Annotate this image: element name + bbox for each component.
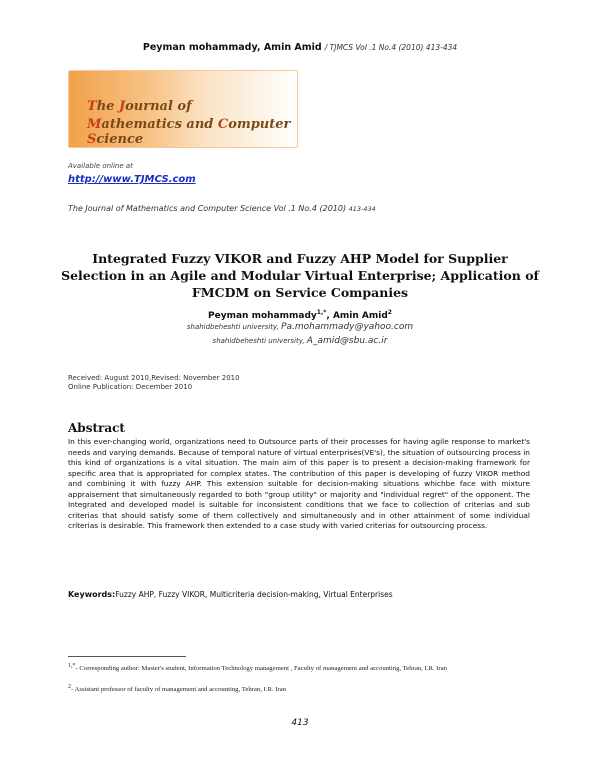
keywords-line — [68, 590, 530, 599]
author-2-name: Amin Amid — [332, 311, 388, 321]
footnote-1-mark: 1,* — [68, 663, 76, 669]
keywords-value: Fuzzy AHP, Fuzzy VIKOR, Multicriteria decision-making, Virtual Enterprises — [115, 590, 393, 599]
online-publication-date: Online Publication: December 2010 — [68, 383, 193, 391]
paper-title: Integrated Fuzzy VIKOR and Fuzzy AHP Model for Supplier Selection in an Agile and Modular Virtual Enterprise; Application of FMCDM on Service Companies — [61, 251, 539, 300]
footnote-2-text: - Assistant professor of faculty of management and accounting, Tehran, I.R. Iran — [71, 686, 287, 694]
banner-title-line-1: The Journal of — [87, 99, 192, 114]
abstract-heading: Abstract — [68, 421, 125, 435]
affiliation-1-org: shahidbeheshti university, — [186, 323, 282, 331]
affiliation-2-org: shahidbeheshti university, — [212, 337, 307, 345]
author-1-superscript: 1,* — [316, 309, 327, 316]
running-head-authors: Peyman mohammady, Amin Amid — [142, 42, 322, 53]
footnote-2-mark: 2 — [68, 684, 71, 690]
footnote-divider — [68, 656, 186, 657]
journal-citation — [68, 204, 376, 213]
journal-citation-pages: 413-434 — [348, 205, 376, 213]
banner-title-line-2: Mathematics and Computer Science — [87, 117, 291, 147]
affiliation-1-email: Pa.mohammady@yahoo.com — [281, 322, 414, 332]
author-1-name: Peyman mohammady — [208, 311, 317, 321]
journal-website-link[interactable]: http://www.TJMCS.com — [68, 174, 196, 185]
running-head — [0, 42, 600, 53]
affiliation-1 — [0, 322, 600, 332]
author-separator: , — [326, 311, 333, 321]
available-online-label: Available online at — [68, 162, 133, 170]
abstract-body: In this ever-changing world, organizations need to Outsource parts of their processes for having agile response to market's needs and varying demands. Because of temporal nature of virtual enterprises(VE's), the situation of outsourcing process in this kind of organizations is a vital situation. The main aim of this paper is to present a decision-making framework for specific area that is appropriated for complex states. The contribution of this paper is developing of fuzzy VIKOR method and combining it with fuzzy AHP. This extension suitable for decision-making situations whichbe face with mixture appraisement that simultaneously regarded to both "group utility" or majority and "individual regret" of the opponent. The Integrated and developed model is suitable for inconsistent conditions that we face to collection of criterias and sub criterias that should satisfy some of them collectively and simultaneously and in other attainment of some individual criterias is desirable. This framework then extended to a case study with varied criterias for outsourcing process. — [68, 437, 530, 530]
running-head-citation: / TJMCS Vol .1 No.4 (2010) 413-434 — [324, 43, 458, 52]
affiliation-2 — [0, 336, 600, 346]
keywords-label: Keywords: — [68, 590, 116, 599]
journal-citation-text: The Journal of Mathematics and Computer Science Vol .1 No.4 (2010) — [68, 204, 349, 213]
page-number: 413 — [291, 718, 309, 728]
footnote-2 — [68, 683, 530, 695]
author-2-superscript: 2 — [387, 309, 392, 316]
affiliation-2-email: A_amid@sbu.ac.ir — [306, 336, 388, 346]
journal-banner-logo — [68, 70, 298, 148]
received-revised-dates: Received: August 2010,Revised: November 2010 — [68, 374, 240, 382]
footnote-1 — [68, 662, 530, 674]
footnote-1-text: - Corresponding author: Master's student, Information Technology management , Faculty of management and accounting, Tehran, I.R. Iran — [75, 665, 447, 673]
authors-line — [0, 309, 600, 321]
